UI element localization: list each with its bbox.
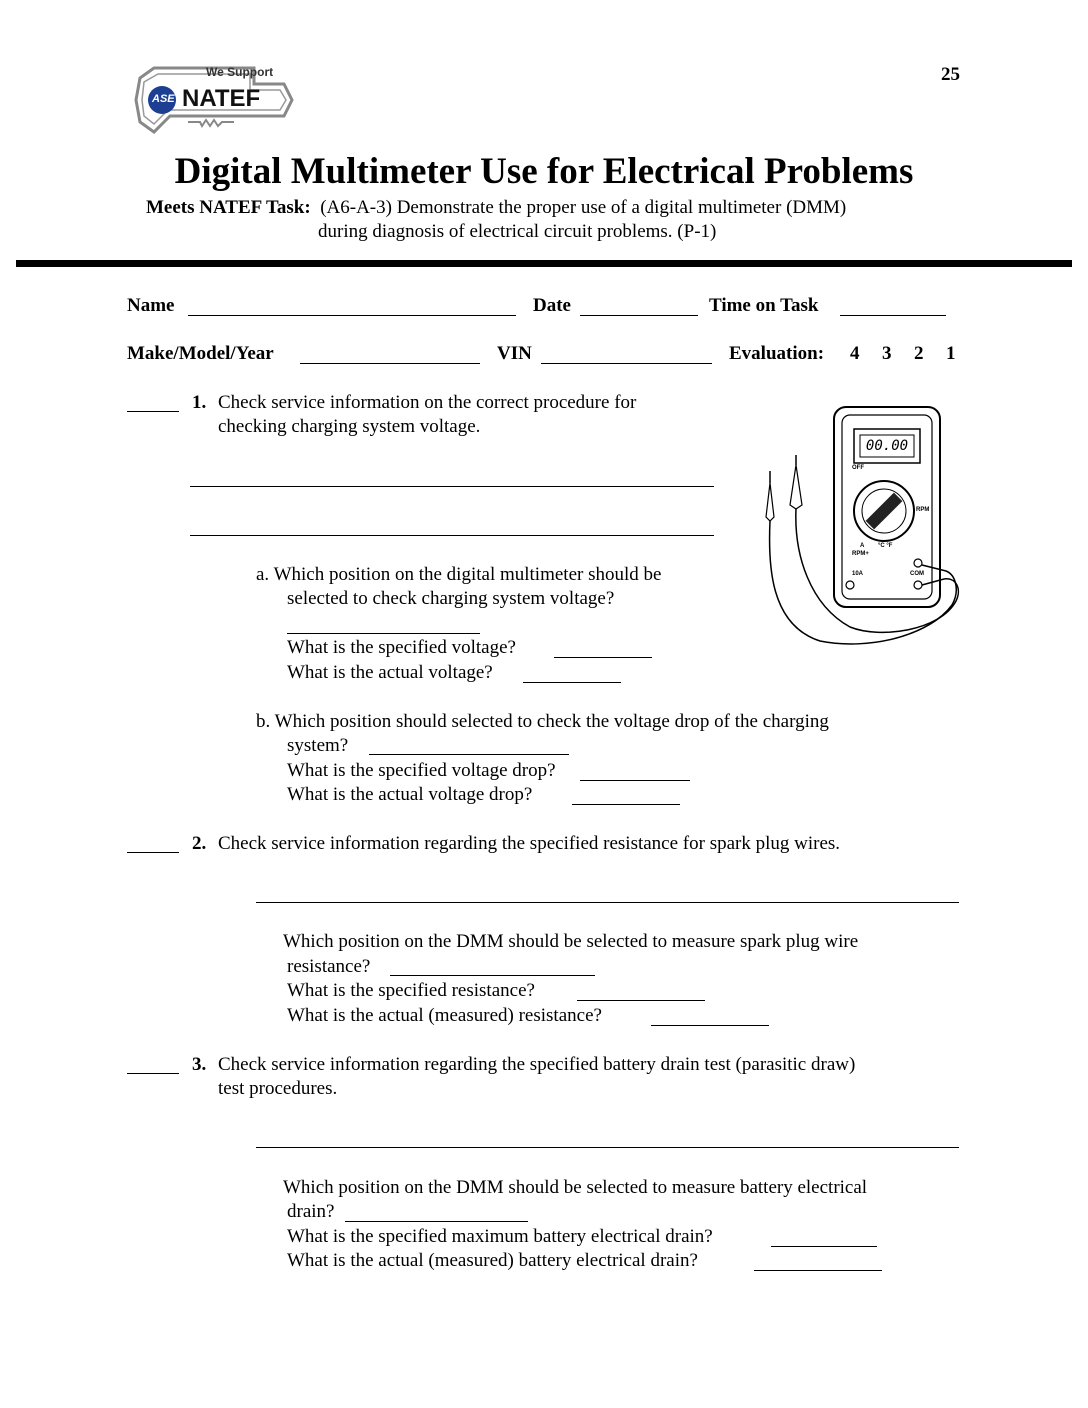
item-3-actual-drain-field[interactable] bbox=[754, 1270, 882, 1271]
vin-field[interactable] bbox=[541, 363, 712, 364]
task-text-1: (A6-A-3) Demonstrate the proper use of a digital multimeter (DMM) bbox=[320, 197, 847, 218]
date-field[interactable] bbox=[580, 315, 698, 316]
item-3-specified-drain-field[interactable] bbox=[771, 1246, 877, 1247]
item-2-actual-resistance-field[interactable] bbox=[651, 1025, 769, 1026]
date-label: Date bbox=[533, 295, 571, 316]
item-3-answer-line[interactable] bbox=[256, 1147, 959, 1148]
item-1a-text-2: selected to check charging system voltage? bbox=[287, 588, 615, 609]
item-2-actual-resistance-label: What is the actual (measured) resistance? bbox=[287, 1005, 602, 1026]
item-3-specified-drain-label: What is the specified maximum battery electrical drain? bbox=[287, 1226, 713, 1247]
evaluation-score-4[interactable]: 4 bbox=[850, 343, 860, 364]
meter-dial-off-label: OFF bbox=[852, 465, 864, 471]
item-3-check-field[interactable] bbox=[127, 1073, 179, 1074]
logo-main-text: NATEF bbox=[182, 85, 261, 112]
make-model-year-field[interactable] bbox=[300, 363, 480, 364]
item-1a-actual-voltage-label: What is the actual voltage? bbox=[287, 662, 493, 683]
task-line-1 bbox=[146, 196, 846, 220]
item-3-actual-drain-label: What is the actual (measured) battery electrical drain? bbox=[287, 1250, 698, 1271]
item-1b-text-1: b. Which position should selected to check the voltage drop of the charging bbox=[256, 711, 829, 732]
make-model-year-label: Make/Model/Year bbox=[127, 343, 274, 364]
item-1b-text-2: system? bbox=[287, 735, 349, 756]
meter-temp-label: °C °F bbox=[878, 543, 893, 549]
item-1-number: 1. bbox=[192, 392, 207, 413]
item-1b-actual-drop-label: What is the actual voltage drop? bbox=[287, 784, 533, 805]
name-label: Name bbox=[127, 295, 175, 316]
item-1-text-2: checking charging system voltage. bbox=[218, 416, 481, 437]
header-divider bbox=[16, 260, 1072, 267]
vin-label: VIN bbox=[497, 343, 532, 364]
item-3-number: 3. bbox=[192, 1054, 207, 1075]
name-field[interactable] bbox=[188, 315, 516, 316]
meter-rpm-plus-label: RPM+ bbox=[852, 551, 869, 557]
item-1a-text-1: a. Which position on the digital multimeter should be bbox=[256, 564, 662, 585]
item-2-answer-line[interactable] bbox=[256, 902, 959, 903]
item-2-specified-resistance-field[interactable] bbox=[577, 1000, 705, 1001]
item-1a-specified-voltage-field[interactable] bbox=[554, 657, 652, 658]
item-3-position-field[interactable] bbox=[345, 1221, 528, 1222]
evaluation-score-2[interactable]: 2 bbox=[914, 343, 924, 364]
ase-natef-logo bbox=[134, 62, 294, 140]
task-text-2: during diagnosis of electrical circuit problems. (P-1) bbox=[318, 221, 717, 242]
evaluation-score-3[interactable]: 3 bbox=[882, 343, 892, 364]
time-on-task-label: Time on Task bbox=[709, 295, 819, 316]
item-3-question-1: Which position on the DMM should be selected to measure battery electrical bbox=[283, 1177, 868, 1198]
item-1a-specified-voltage-label: What is the specified voltage? bbox=[287, 637, 516, 658]
item-1b-specified-drop-field[interactable] bbox=[580, 780, 690, 781]
item-2-question-2: resistance? bbox=[287, 956, 371, 977]
logo-top-text: We Support bbox=[206, 65, 274, 79]
item-1b-specified-drop-label: What is the specified voltage drop? bbox=[287, 760, 556, 781]
item-1-answer-line-2[interactable] bbox=[190, 535, 714, 536]
item-1b-position-field[interactable] bbox=[369, 754, 569, 755]
time-on-task-field[interactable] bbox=[840, 315, 946, 316]
item-2-specified-resistance-label: What is the specified resistance? bbox=[287, 980, 535, 1001]
meter-10a-label: 10A bbox=[852, 571, 864, 577]
item-2-question-1: Which position on the DMM should be selected to measure spark plug wire bbox=[283, 931, 859, 952]
item-3-text-2: test procedures. bbox=[218, 1078, 338, 1099]
meter-display-text: 00.00 bbox=[865, 438, 909, 454]
multimeter-illustration bbox=[760, 405, 965, 650]
item-2-check-field[interactable] bbox=[127, 852, 179, 853]
item-1a-actual-voltage-field[interactable] bbox=[523, 682, 621, 683]
task-label: Meets NATEF Task: bbox=[146, 197, 311, 218]
item-2-position-field[interactable] bbox=[390, 975, 595, 976]
evaluation-label: Evaluation: bbox=[729, 343, 825, 364]
item-2-text-1: Check service information regarding the specified resistance for spark plug wires. bbox=[218, 833, 841, 854]
item-3-text-1: Check service information regarding the specified battery drain test (parasitic draw) bbox=[218, 1054, 856, 1075]
item-1-text-1: Check service information on the correct procedure for bbox=[218, 392, 637, 413]
page-title: Digital Multimeter Use for Electrical Problems bbox=[174, 151, 914, 192]
item-1b-actual-drop-field[interactable] bbox=[572, 804, 680, 805]
item-2-number: 2. bbox=[192, 833, 207, 854]
meter-amp-label: A bbox=[860, 543, 865, 549]
page-number: 25 bbox=[941, 64, 960, 85]
meter-com-label: COM bbox=[910, 571, 924, 577]
item-1-answer-line-1[interactable] bbox=[190, 486, 714, 487]
logo-badge-text: ASE bbox=[152, 93, 175, 105]
evaluation-score-1[interactable]: 1 bbox=[946, 343, 956, 364]
item-1-check-field[interactable] bbox=[127, 411, 179, 412]
item-1a-position-field[interactable] bbox=[287, 633, 480, 634]
item-3-question-2: drain? bbox=[287, 1201, 335, 1222]
meter-dial-rpm-label: RPM bbox=[916, 507, 930, 513]
